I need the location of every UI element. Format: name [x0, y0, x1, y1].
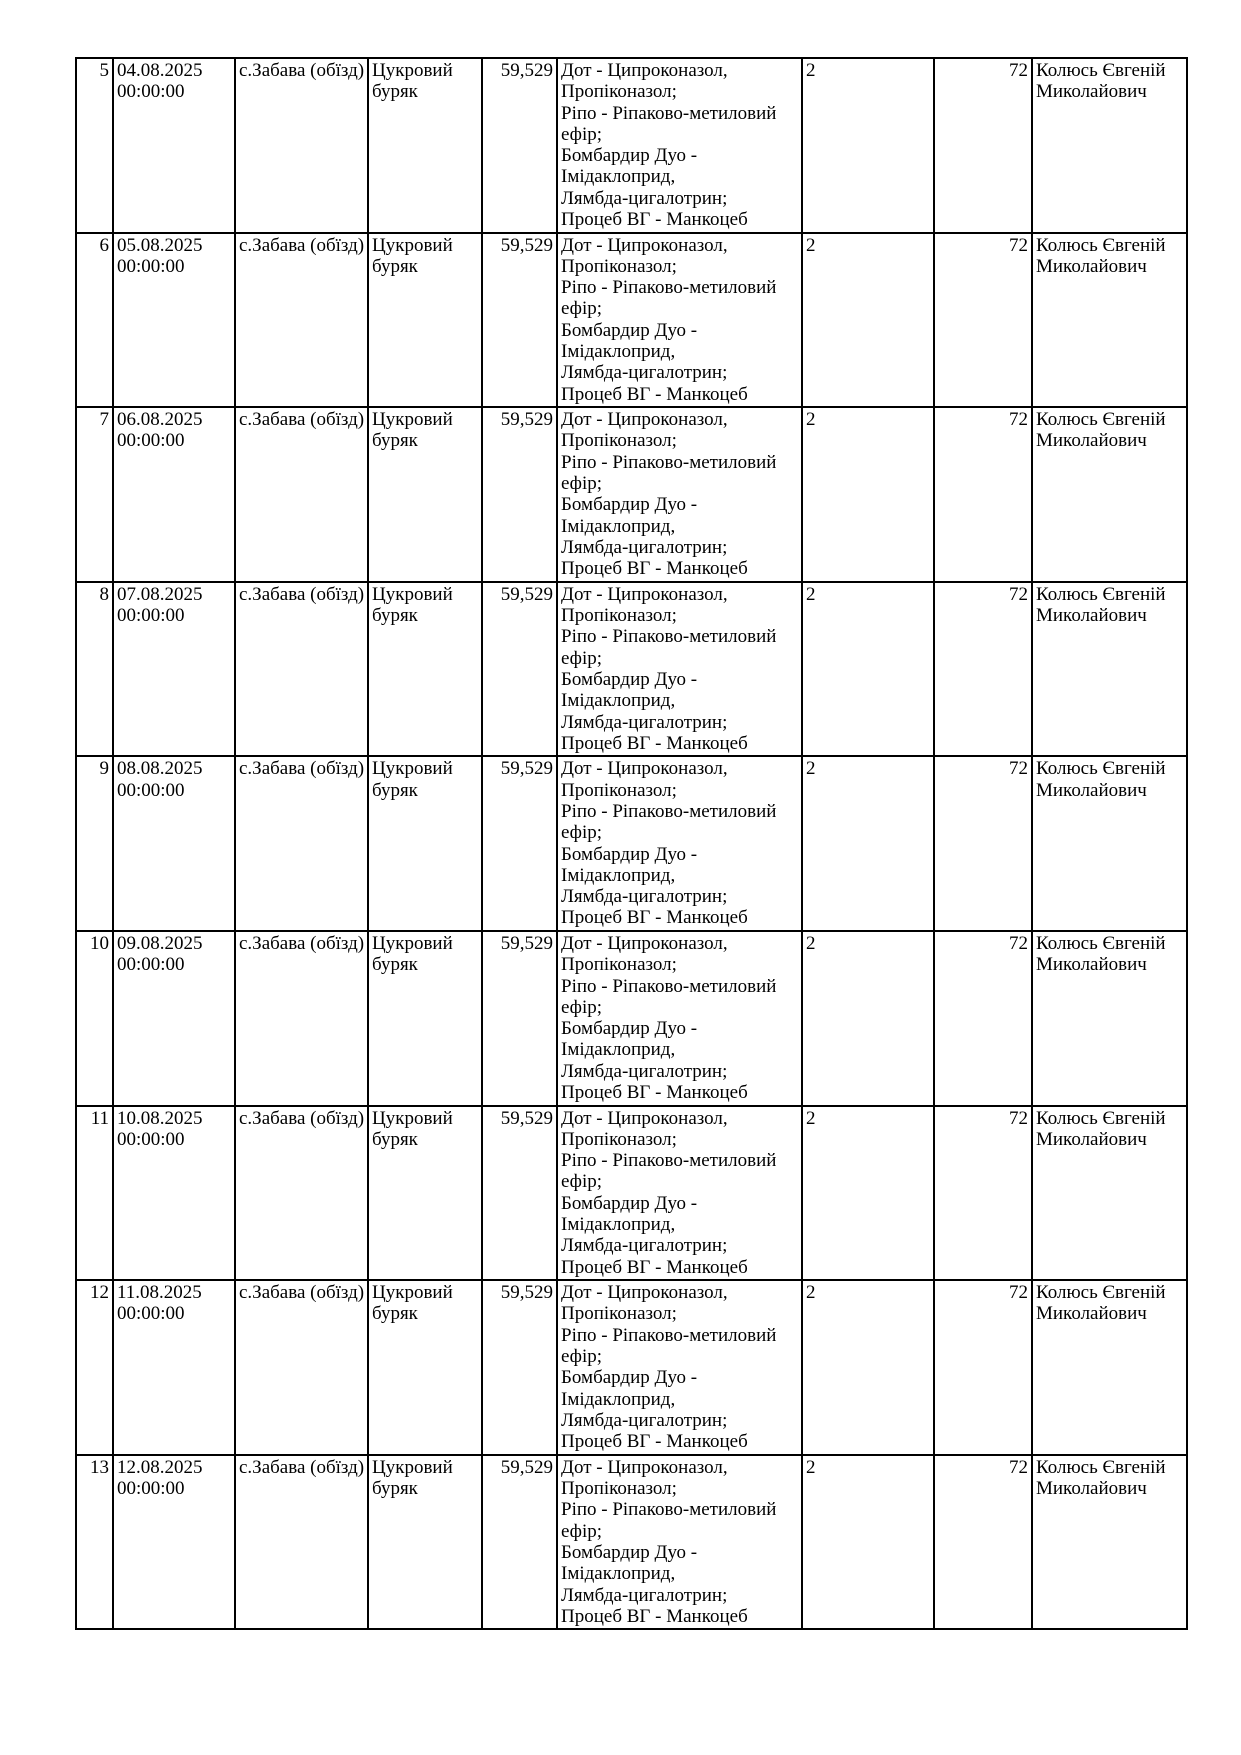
time-text: 00:00:00 [117, 605, 185, 627]
chemical-line: Пропіконазол; [561, 779, 677, 801]
cell-chemicals [557, 1280, 802, 1455]
chemical-line: Дот - Ципроконазол, [561, 1456, 728, 1478]
chemical-line: Лямбда-цигалотрин; [561, 536, 728, 558]
chemical-line: Дот - Ципроконазол, [561, 932, 728, 954]
chemical-line: Ріпо - Ріпаково-метиловий [561, 451, 777, 473]
chemical-line: Процеб ВГ - Манкоцеб [561, 1082, 748, 1104]
cell-datetime [113, 756, 235, 931]
chemical-line: ефір; [561, 298, 603, 320]
cell-datetime [113, 233, 235, 408]
location-text: с.Забава (обїзд) [239, 932, 365, 954]
chemical-line: Імідаклоприд, [561, 864, 676, 886]
chemical-line: Процеб ВГ - Манкоцеб [561, 1431, 748, 1453]
cell-chemicals [557, 756, 802, 931]
location-text: с.Забава (обїзд) [239, 234, 365, 256]
chemical-line: Імідаклоприд, [561, 166, 676, 188]
chemical-line: Дот - Ципроконазол, [561, 234, 728, 256]
cell-crop: Цукровий буряк [368, 233, 482, 408]
chemical-line: Імідаклоприд, [561, 1214, 676, 1236]
chemical-line: Дот - Ципроконазол, [561, 758, 728, 780]
cell-quantity: 59,529 [482, 582, 557, 757]
chemical-line: Процеб ВГ - Манкоцеб [561, 732, 748, 754]
location-text: с.Забава (обїзд) [239, 1282, 365, 1304]
cell-location [235, 58, 368, 233]
cell-crop: Цукровий буряк [368, 931, 482, 1106]
time-text: 00:00:00 [117, 1128, 185, 1150]
table-row [76, 1455, 1187, 1630]
cell-col7: 2 [802, 1280, 934, 1455]
chemical-line: Процеб ВГ - Манкоцеб [561, 383, 748, 405]
cell-crop: Цукровий буряк [368, 1455, 482, 1630]
chemical-line: Імідаклоприд, [561, 690, 676, 712]
chemical-line: Дот - Ципроконазол, [561, 60, 728, 81]
cell-col7: 2 [802, 931, 934, 1106]
cell-datetime [113, 1455, 235, 1630]
chemical-line: Бомбардир Дуо - [561, 668, 698, 690]
chemical-line: Імідаклоприд, [561, 341, 676, 363]
chemical-line: Ріпо - Ріпаково-метиловий [561, 1150, 777, 1172]
chemical-line: Лямбда-цигалотрин; [561, 362, 728, 384]
cell-person: Колюсь Євгеній Миколайович [1032, 1106, 1187, 1281]
cell-col8: 72 [934, 1106, 1032, 1281]
location-text: с.Забава (обїзд) [239, 409, 365, 431]
cell-col7: 2 [802, 1455, 934, 1630]
table-row [76, 58, 1187, 233]
cell-row-number: 8 [76, 582, 113, 757]
chemical-line: Процеб ВГ - Манкоцеб [561, 558, 748, 580]
cell-col8: 72 [934, 582, 1032, 757]
table-row [76, 582, 1187, 757]
cell-person: Колюсь Євгеній Миколайович [1032, 756, 1187, 931]
time-text: 00:00:00 [117, 954, 185, 976]
location-text: с.Забава (обїзд) [239, 1107, 365, 1129]
chemical-line: Пропіконазол; [561, 1303, 677, 1325]
cell-col8: 72 [934, 58, 1032, 233]
cell-quantity: 59,529 [482, 58, 557, 233]
cell-datetime [113, 58, 235, 233]
cell-col8: 72 [934, 233, 1032, 408]
cell-col7: 2 [802, 756, 934, 931]
time-text: 00:00:00 [117, 430, 185, 452]
cell-chemicals [557, 233, 802, 408]
cell-datetime [113, 1106, 235, 1281]
cell-datetime [113, 931, 235, 1106]
chemical-line: Бомбардир Дуо - [561, 494, 698, 516]
location-text: с.Забава (обїзд) [239, 60, 365, 81]
cell-person: Колюсь Євгеній Миколайович [1032, 233, 1187, 408]
chemical-line: Процеб ВГ - Манкоцеб [561, 209, 748, 231]
cell-chemicals [557, 58, 802, 233]
cell-person: Колюсь Євгеній Миколайович [1032, 407, 1187, 582]
cell-quantity: 59,529 [482, 931, 557, 1106]
time-text: 00:00:00 [117, 1303, 185, 1325]
cell-person: Колюсь Євгеній Миколайович [1032, 1455, 1187, 1630]
cell-crop: Цукровий буряк [368, 582, 482, 757]
table-row [76, 407, 1187, 582]
cell-crop: Цукровий буряк [368, 58, 482, 233]
location-text: с.Забава (обїзд) [239, 1456, 365, 1478]
location-text: с.Забава (обїзд) [239, 583, 365, 605]
cell-location [235, 407, 368, 582]
cell-crop: Цукровий буряк [368, 1106, 482, 1281]
chemical-line: ефір; [561, 996, 603, 1018]
chemical-line: Ріпо - Ріпаково-метиловий [561, 102, 777, 124]
cell-crop: Цукровий буряк [368, 1280, 482, 1455]
chemical-line: Лямбда-цигалотрин; [561, 886, 728, 908]
chemical-line: Пропіконазол; [561, 255, 677, 277]
chemical-line: Процеб ВГ - Манкоцеб [561, 907, 748, 929]
table-row [76, 931, 1187, 1106]
location-text: с.Забава (обїзд) [239, 758, 365, 780]
table-body [76, 58, 1187, 1629]
date-text: 05.08.2025 [117, 234, 203, 256]
cell-quantity: 59,529 [482, 407, 557, 582]
chemical-line: Лямбда-цигалотрин; [561, 1235, 728, 1257]
chemical-line: Бомбардир Дуо - [561, 1018, 698, 1040]
cell-person: Колюсь Євгеній Миколайович [1032, 931, 1187, 1106]
cell-location [235, 233, 368, 408]
cell-col7: 2 [802, 1106, 934, 1281]
chemical-line: Процеб ВГ - Манкоцеб [561, 1256, 748, 1278]
cell-quantity: 59,529 [482, 1455, 557, 1630]
chemical-line: Бомбардир Дуо - [561, 1541, 698, 1563]
chemical-line: ефір; [561, 647, 603, 669]
cell-person: Колюсь Євгеній Миколайович [1032, 582, 1187, 757]
chemical-line: Пропіконазол; [561, 605, 677, 627]
chemical-line: Бомбардир Дуо - [561, 145, 698, 167]
cell-chemicals [557, 1455, 802, 1630]
cell-datetime [113, 407, 235, 582]
date-text: 11.08.2025 [117, 1282, 202, 1304]
chemical-line: Бомбардир Дуо - [561, 319, 698, 341]
cell-location [235, 582, 368, 757]
chemical-line: ефір; [561, 822, 603, 844]
spray-log-table [75, 57, 1188, 1630]
chemical-line: Пропіконазол; [561, 1128, 677, 1150]
cell-row-number: 7 [76, 407, 113, 582]
chemical-line: Ріпо - Ріпаково-метиловий [561, 1324, 777, 1346]
cell-crop: Цукровий буряк [368, 407, 482, 582]
cell-chemicals [557, 1106, 802, 1281]
table-row [76, 233, 1187, 408]
time-text: 00:00:00 [117, 1478, 185, 1500]
cell-chemicals [557, 582, 802, 757]
chemical-line: Дот - Ципроконазол, [561, 583, 728, 605]
chemical-line: ефір; [561, 1346, 603, 1368]
table-row [76, 1280, 1187, 1455]
chemical-line: Імідаклоприд, [561, 1563, 676, 1585]
chemical-line: Дот - Ципроконазол, [561, 1282, 728, 1304]
chemical-line: Лямбда-цигалотрин; [561, 1409, 728, 1431]
chemical-line: Ріпо - Ріпаково-метиловий [561, 800, 777, 822]
cell-quantity: 59,529 [482, 233, 557, 408]
chemical-line: Ріпо - Ріпаково-метиловий [561, 975, 777, 997]
cell-location [235, 931, 368, 1106]
cell-col7: 2 [802, 582, 934, 757]
cell-quantity: 59,529 [482, 1106, 557, 1281]
chemical-line: Ріпо - Ріпаково-метиловий [561, 626, 777, 648]
cell-chemicals [557, 407, 802, 582]
cell-person: Колюсь Євгеній Миколайович [1032, 58, 1187, 233]
date-text: 12.08.2025 [117, 1456, 203, 1478]
chemical-line: Імідаклоприд, [561, 1039, 676, 1061]
chemical-line: Бомбардир Дуо - [561, 1192, 698, 1214]
cell-col8: 72 [934, 756, 1032, 931]
cell-row-number: 5 [76, 58, 113, 233]
chemical-line: Ріпо - Ріпаково-метиловий [561, 1499, 777, 1521]
chemical-line: Лямбда-цигалотрин; [561, 711, 728, 733]
date-text: 10.08.2025 [117, 1107, 203, 1129]
date-text: 07.08.2025 [117, 583, 203, 605]
cell-row-number: 11 [76, 1106, 113, 1281]
date-text: 08.08.2025 [117, 758, 203, 780]
time-text: 00:00:00 [117, 779, 185, 801]
cell-col8: 72 [934, 1455, 1032, 1630]
cell-col7: 2 [802, 58, 934, 233]
cell-datetime [113, 582, 235, 757]
cell-col7: 2 [802, 233, 934, 408]
chemical-line: ефір; [561, 1520, 603, 1542]
cell-row-number: 6 [76, 233, 113, 408]
cell-location [235, 1106, 368, 1281]
chemical-line: Пропіконазол; [561, 954, 677, 976]
chemical-line: Імідаклоприд, [561, 1388, 676, 1410]
cell-crop: Цукровий буряк [368, 756, 482, 931]
cell-col8: 72 [934, 931, 1032, 1106]
chemical-line: Лямбда-цигалотрин; [561, 1060, 728, 1082]
chemical-line: ефір; [561, 123, 603, 145]
chemical-line: ефір; [561, 1171, 603, 1193]
chemical-line: Дот - Ципроконазол, [561, 409, 728, 431]
cell-person: Колюсь Євгеній Миколайович [1032, 1280, 1187, 1455]
cell-row-number: 13 [76, 1455, 113, 1630]
chemical-line: Ріпо - Ріпаково-метиловий [561, 277, 777, 299]
cell-col7: 2 [802, 407, 934, 582]
cell-quantity: 59,529 [482, 1280, 557, 1455]
chemical-line: Пропіконазол; [561, 81, 677, 103]
chemical-line: ефір; [561, 473, 603, 495]
date-text: 04.08.2025 [117, 60, 203, 81]
chemical-line: Лямбда-цигалотрин; [561, 1584, 728, 1606]
chemical-line: Бомбардир Дуо - [561, 843, 698, 865]
date-text: 09.08.2025 [117, 932, 203, 954]
cell-row-number: 9 [76, 756, 113, 931]
cell-location [235, 1455, 368, 1630]
chemical-line: Дот - Ципроконазол, [561, 1107, 728, 1129]
table-row [76, 1106, 1187, 1281]
cell-row-number: 12 [76, 1280, 113, 1455]
time-text: 00:00:00 [117, 255, 185, 277]
cell-quantity: 59,529 [482, 756, 557, 931]
chemical-line: Бомбардир Дуо - [561, 1367, 698, 1389]
chemical-line: Імідаклоприд, [561, 515, 676, 537]
chemical-line: Лямбда-цигалотрин; [561, 187, 728, 209]
chemical-line: Пропіконазол; [561, 1478, 677, 1500]
cell-datetime [113, 1280, 235, 1455]
chemical-line: Процеб ВГ - Манкоцеб [561, 1605, 748, 1627]
cell-col8: 72 [934, 1280, 1032, 1455]
cell-row-number: 10 [76, 931, 113, 1106]
chemical-line: Пропіконазол; [561, 430, 677, 452]
cell-chemicals [557, 931, 802, 1106]
table-row [76, 756, 1187, 931]
cell-location [235, 1280, 368, 1455]
cell-col8: 72 [934, 407, 1032, 582]
cell-location [235, 756, 368, 931]
time-text: 00:00:00 [117, 81, 185, 103]
date-text: 06.08.2025 [117, 409, 203, 431]
